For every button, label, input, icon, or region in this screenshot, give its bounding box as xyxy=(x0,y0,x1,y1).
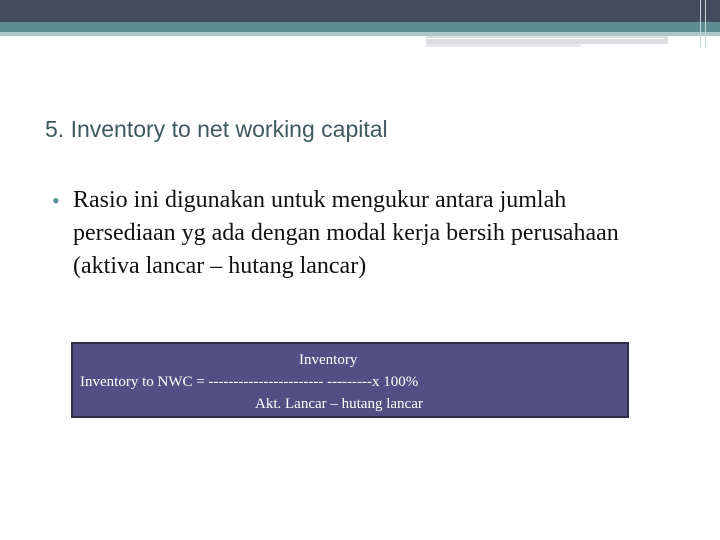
header-vertical-line xyxy=(705,0,706,48)
bullet-dot-icon: • xyxy=(52,188,60,213)
bullet-text: Rasio ini digunakan untuk mengukur antara jumlah persediaan yg ada dengan modal kerja bersih perusahaan (aktiva lancar – hutang lancar) xyxy=(73,187,619,279)
formula-equation: Inventory to NWC = ----------------------- ---------x 100% xyxy=(80,374,419,390)
bullet-list xyxy=(52,184,652,283)
formula-box xyxy=(71,342,629,418)
header-bar-dark xyxy=(0,0,720,22)
formula-denominator: Akt. Lancar – hutang lancar xyxy=(255,396,423,412)
bullet-item xyxy=(52,184,652,283)
slide-title: 5. Inventory to net working capital xyxy=(45,116,388,142)
header-highlight-line xyxy=(426,38,664,39)
formula-numerator: Inventory xyxy=(299,352,358,368)
header-bar-grey-thin xyxy=(426,44,581,47)
header-bar-teal xyxy=(0,22,720,32)
header-vertical-line xyxy=(700,0,701,48)
